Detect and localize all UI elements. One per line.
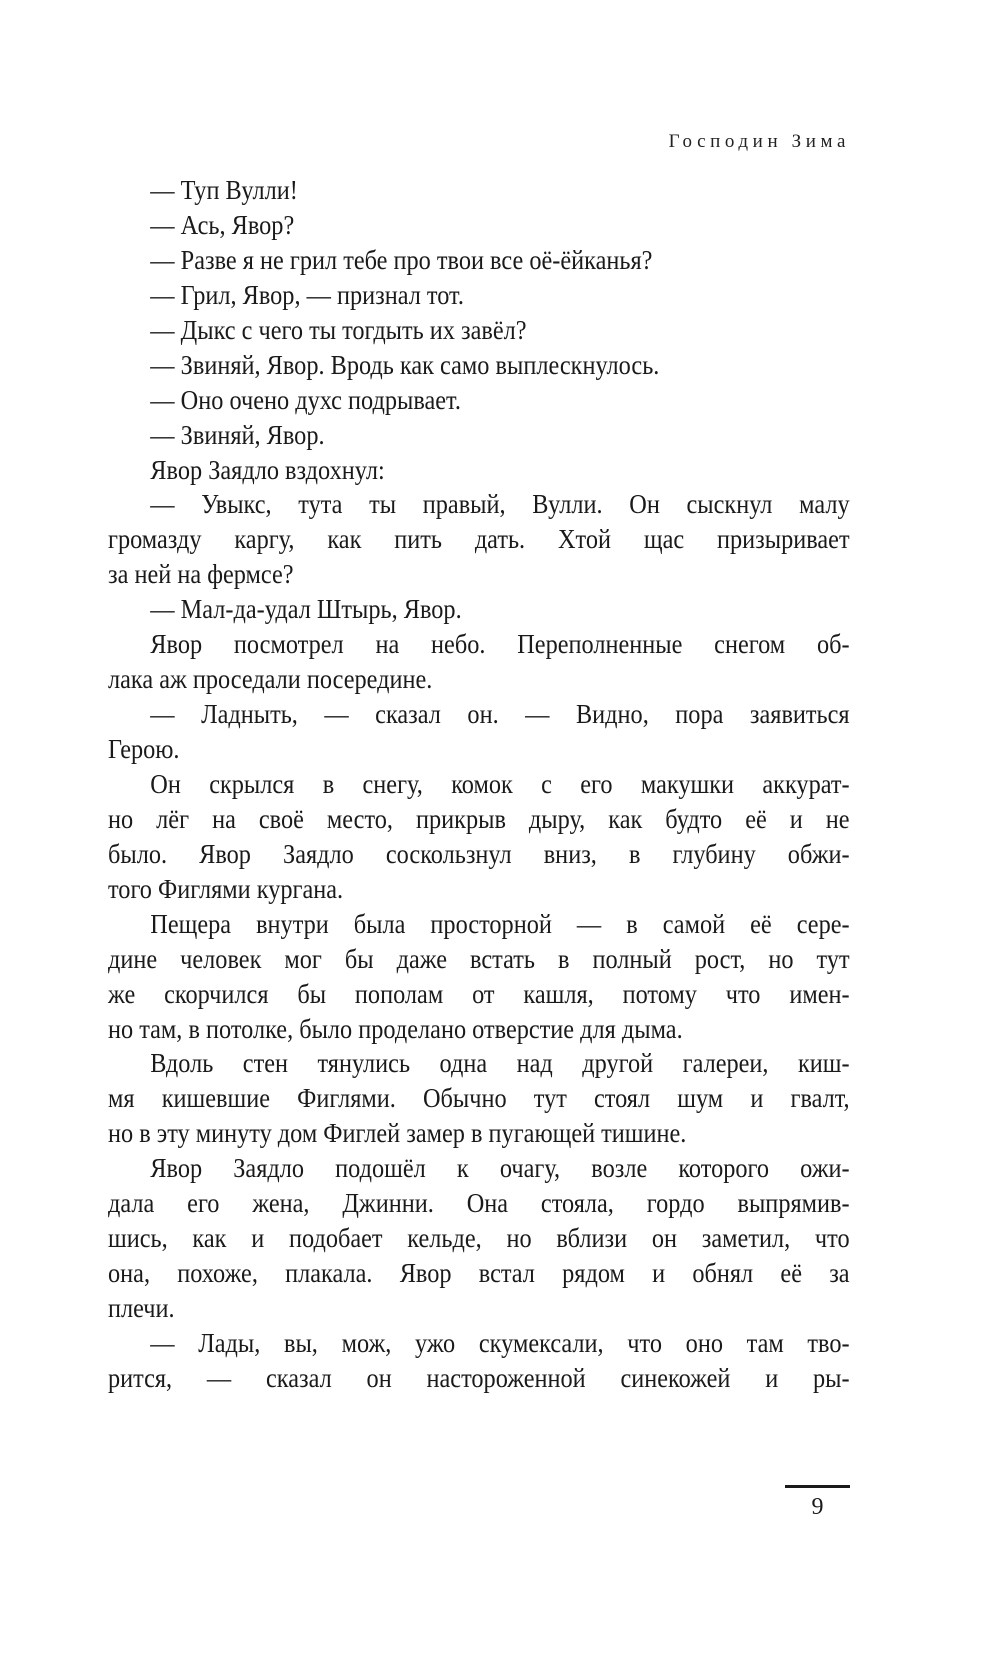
text-line: но лёг на своё место, прикрыв дыру, как будто её и не [108,803,850,834]
text-line: Он скрылся в снегу, комок с его макушки аккурат- [150,768,850,799]
text-line: — Мал-да-удал Штырь, Явор. [150,594,462,625]
text-line: плечи. [108,1293,175,1323]
text-line: Герою. [108,734,180,764]
text-line: но в эту минуту дом Фиглей замер в пугающей тишине. [108,1118,687,1149]
text-line: мя кишевшие Фиглями. Обычно тут стоял шум и гвалт, [108,1083,850,1114]
text-line: шись, как и подобает кельде, но вблизи он заметил, что [108,1223,850,1254]
text-line: было. Явор Заядло соскользнул вниз, в глубину обжи- [108,838,850,869]
text-line: Явор посмотрел на небо. Переполненные снегом об- [150,629,850,660]
text-line: дине человек мог бы даже встать в полный рост, но тут [108,943,850,974]
text-line: — Увыкс, тута ты правый, Вулли. Он сыскнул малу [150,489,850,520]
text-line: рится, — сказал он настороженной синекожей и ры- [108,1362,850,1393]
text-line: Пещера внутри была просторной — в самой её сере- [150,908,850,939]
text-line: она, похоже, плакала. Явор встал рядом и обнял её за [108,1258,850,1289]
text-line: — Звиняй, Явор. Вродь как само выплескнулось. [150,349,660,380]
text-line: — Оно очено духс подрывает. [150,384,461,415]
text-line: Вдоль стен тянулись одна над другой галереи, киш- [150,1048,850,1079]
text-line: громазду каргу, как пить дать. Хтой щас призыривает [108,524,850,555]
text-line: — Дыкс с чего ты тогдыть их завёл? [150,314,527,345]
running-header: Господин Зима [668,131,850,152]
text-line: же скорчился бы пополам от кашля, потому что имен- [108,978,850,1009]
text-line: лака аж проседали посередине. [108,664,433,695]
text-line: — Разве я не грил тебе про твои все оё-ёйканья? [150,244,653,275]
text-line: — Лады, вы, мож, ужо скумексали, что оно там тво- [150,1327,850,1358]
text-line: — Туп Вулли! [150,175,298,205]
page-number: 9 [811,1494,824,1520]
text-line: — Грил, Явор, — признал тот. [150,279,464,310]
text-line: за ней на фермсе? [108,559,294,590]
text-line: — Звиняй, Явор. [150,419,325,450]
text-line: дала его жена, Джинни. Она стояла, гордо выпрямив- [108,1188,850,1219]
text-line: — Ась, Явор? [150,209,295,240]
body-text [108,173,850,1396]
text-line: но там, в потолке, было проделано отверстие для дыма. [108,1013,683,1044]
text-line: Явор Заядло вздохнул: [150,454,385,485]
text-line: — Ладныть, — сказал он. — Видно, пора заявиться [150,699,850,730]
footer-rule [785,1485,850,1488]
text-line: того Фиглями кургана. [108,873,344,904]
text-line: Явор Заядло подошёл к очагу, возле которого ожи- [150,1153,850,1184]
